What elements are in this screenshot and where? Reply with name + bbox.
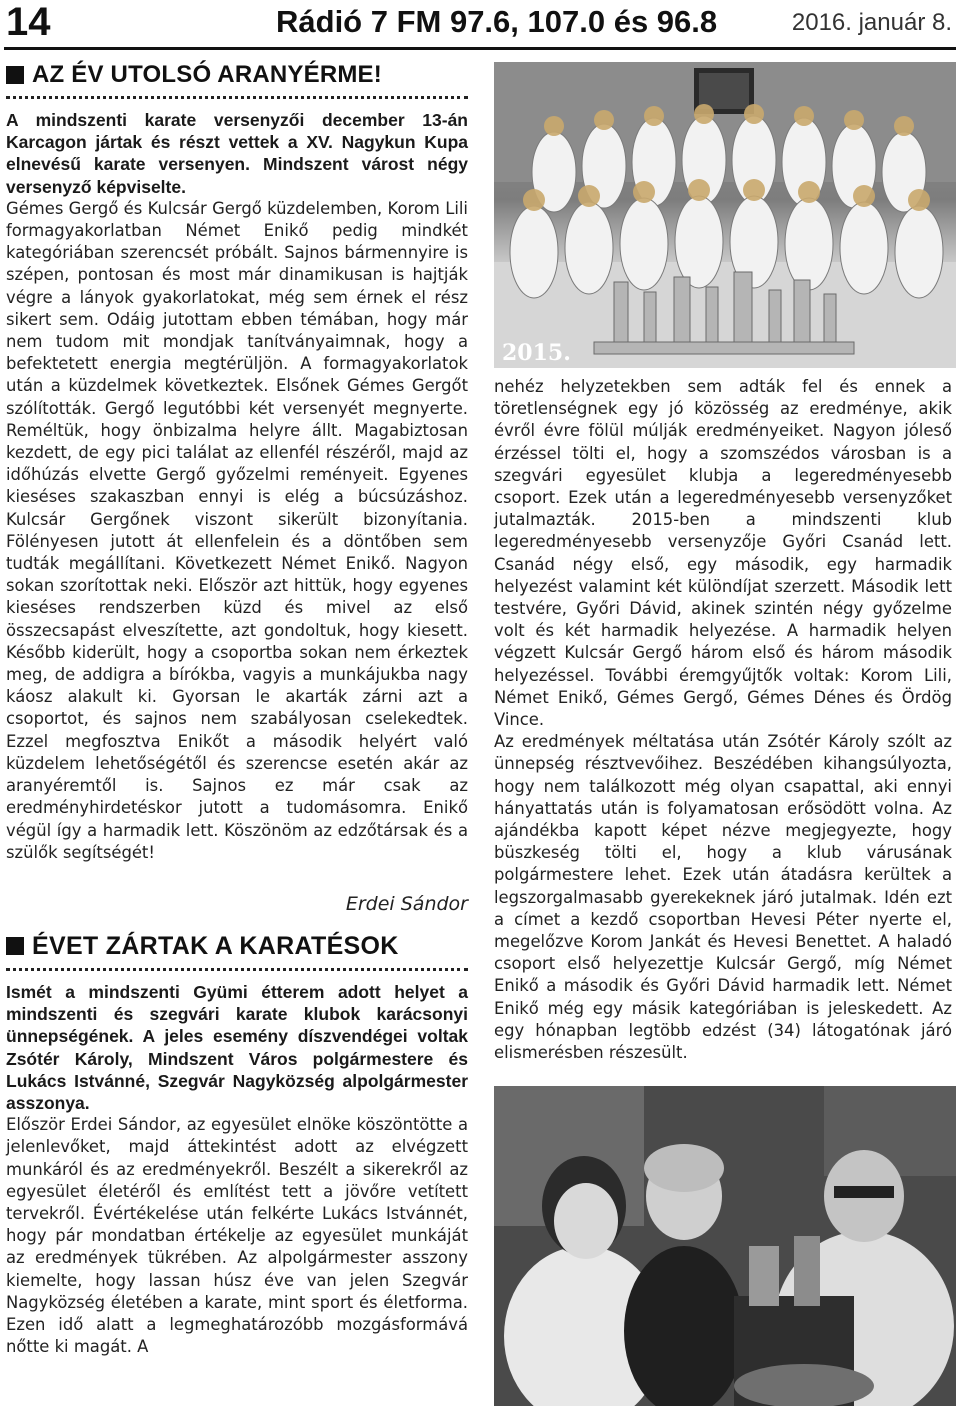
radio-banner: Rádió 7 FM 97.6, 107.0 és 96.8 xyxy=(276,4,718,39)
page-header xyxy=(0,0,960,52)
article1-lead: A mindszenti karate versenyzői december 13-án Karcagon jártak és részt vettek a XV. Nagykun Kupa elnevésű karate versenyen. Mindszent várost négy versenyző képviselte. xyxy=(6,110,468,197)
dotted-divider xyxy=(6,96,468,99)
page-number: 14 xyxy=(6,0,51,44)
article1-title-text: AZ ÉV UTOLSÓ ARANYÉRME! xyxy=(32,61,382,88)
group-photo-illustration xyxy=(494,62,956,368)
left-column xyxy=(6,58,468,1358)
photo-year-label: 2015. xyxy=(502,340,571,366)
article2-body-left: Először Erdei Sándor, az egyesület elnöke köszöntötte a jelenlevőket, majd áttekintést adott az elvégzett munkáról és az eredményekről. Beszélt a sikerekről az egyesület életéről és említést tett a jövőre vetített tervekről. Évértékelése után felkérte Lukács Istvánnét, hogy pár mondatban értékelje az egyesület munkáját az eredmények tükrében. Az alpolgármester asszony kiemelte, hogy lassan húsz éve van jelen Szegvár Nagyközség életében a karate, mint sport és életforma. Ezen idő alatt a legmeghatározóbb mozgásformává nőtte ki magát. A xyxy=(6,1115,468,1357)
article1-body: Gémes Gergő és Kulcsár Gergő küzdelemben, Korom Lili formagyakorlatban Német Enikő pedig mindkét kategóriában szerencsét próbált. Sajnos bármennyire is szépen, pontosan és most már dinamikusan is hajtják végre a lányok gyakorlatokat, még sem érnek el rész sikert sem. Odáig jutottam ebben témában, hogy már nem tudom mit mondjak tanítványaimnak, hogy a befektetett energia megtérüljön. A formagyakorlatok után a küzdelmek következtek. Elsőnek Gémes Gergőt szólították. Gergő legutóbbi két versenyét megnyerte. Reméltük, hogy önbizalma helyre állt. Magabiztosan kezdett, de egy pici találat az ellenfél részéről, majd az időhúzás elvette Gergő győzelmi reményeit. Egyenes kieséses szakaszban ennyi is elég a búcsúzáshoz. Kulcsár Gergőnek viszont sikerült bizonyítania. Fölényesen jutott át ellenfelein és a döntőben sem tudták megállítani. Következett Német Enikő. Nagyon sokan szorítottak neki. Először azt hittük, hogy egyenes kieséses rendszerben küzd és mivel az első összecsapást elveszítette, azt gondoltuk, hogy kiesett. Később kiderült, hogy a csoportba sokan nem érkeztek meg, de addigra a bírókba, vagyis a munkájukba nagy káosz alakult ki. Gyorsan le akarták zárni azt a csoportot, és sajnos nem szabályosan cselekedtek. Ezzel megfosztva Enikőt a második helyért való küzdelem lehetőségétől és szerencse esetén akár az aranyéremtől is. Sajnos ez már csak az eredményhirdetéskor jutott a tudomásomra. Enikő végül így a harmadik lett. Köszönöm az edzőtársak és a szülők segítségét! xyxy=(6,198,468,862)
article2-title xyxy=(6,928,468,964)
dotted-divider xyxy=(6,968,468,971)
article2-body-right-2: Az eredmények méltatása után Zsótér Károly szólt az ünnepség résztvevőihez. Beszédében kihangsúlyozta, hogy nem találkozott még olyan csapattal, aki ennyi hányattatás után is folyamatosan erősödött volna. Az ajándékba kapott képet nézve megjegyezte, hogy büszkeség tölti el, hogy a klub várusának polgármestere lehet. Ezek után átadásra kerültek a legszorgalmasabb gyerekeknek járó jutalmak. Idén ezt a címet a kezdő csoportban Hevesi Péter nyerte el, megelőzve Korom Jankát és Hevesi Benettet. A haladó csoport első helyezettje Kulcsár Gergő, míg Német Enikő a második és Győri Dávid harmadik lett. Német Enikő még egy másik kategóriában is jeleskedett. Az egy hónapban legtöbb edzést (34) látogatónak járó elismerésben részesült. xyxy=(494,732,952,1063)
article2-title-text: ÉVET ZÁRTAK A KARATÉSOK xyxy=(32,931,399,960)
square-bullet-icon xyxy=(6,937,24,955)
article2-lead: Ismét a mindszenti Gyümi étterem adott helyet a mindszenti és szegvári karate klubok karácsonyi ünnepségének. A jeles esemény díszvendégei voltak Zsótér Károly, Mindszent Város polgármestere és Lukács Istvánné, Szegvár Nagyközség alpolgármester asszonya. xyxy=(6,981,468,1113)
header-rule xyxy=(4,47,956,50)
article2-body-right-1: nehéz helyzetekben sem adták fel és ennek a töretlenségnek egy jó közösség az eredménye, akik évről évre fölül múlják eredményeiket. Nagyon jóleső érzéssel tölti el, hogy a szomszédos városban is a szegvári egyesület klubja a legeredményesebb csoport. Ezek után a legeredményesebb versenyzőket jutalmazták. 2015-ben a mindszenti klub legeredményesebb versenyzője Győri Csanád lett. Csanád négy első, egy második, egy harmadik helyezést valamint két különdíjat szerzett. Második lett testvére, Győri Dávid, akinek szintén négy győzelme volt és két harmadik helyezése. A harmadik helyen végzett Kulcsár Gergő három első és három második helyezéssel. További éremgyűjtők voltak: Korom Lili, Német Enikő, Gémes Gergő, Gémes Dénes és Ördög Vince. xyxy=(494,377,952,730)
right-column xyxy=(494,376,952,1064)
article1-author: Erdei Sándor xyxy=(345,892,468,915)
karate-group-photo xyxy=(494,62,956,368)
issue-date: 2016. január 8. xyxy=(791,9,952,36)
guests-photo xyxy=(494,1086,956,1406)
guests-photo-illustration xyxy=(494,1086,956,1406)
article1-title xyxy=(6,58,468,92)
square-bullet-icon xyxy=(6,66,24,84)
